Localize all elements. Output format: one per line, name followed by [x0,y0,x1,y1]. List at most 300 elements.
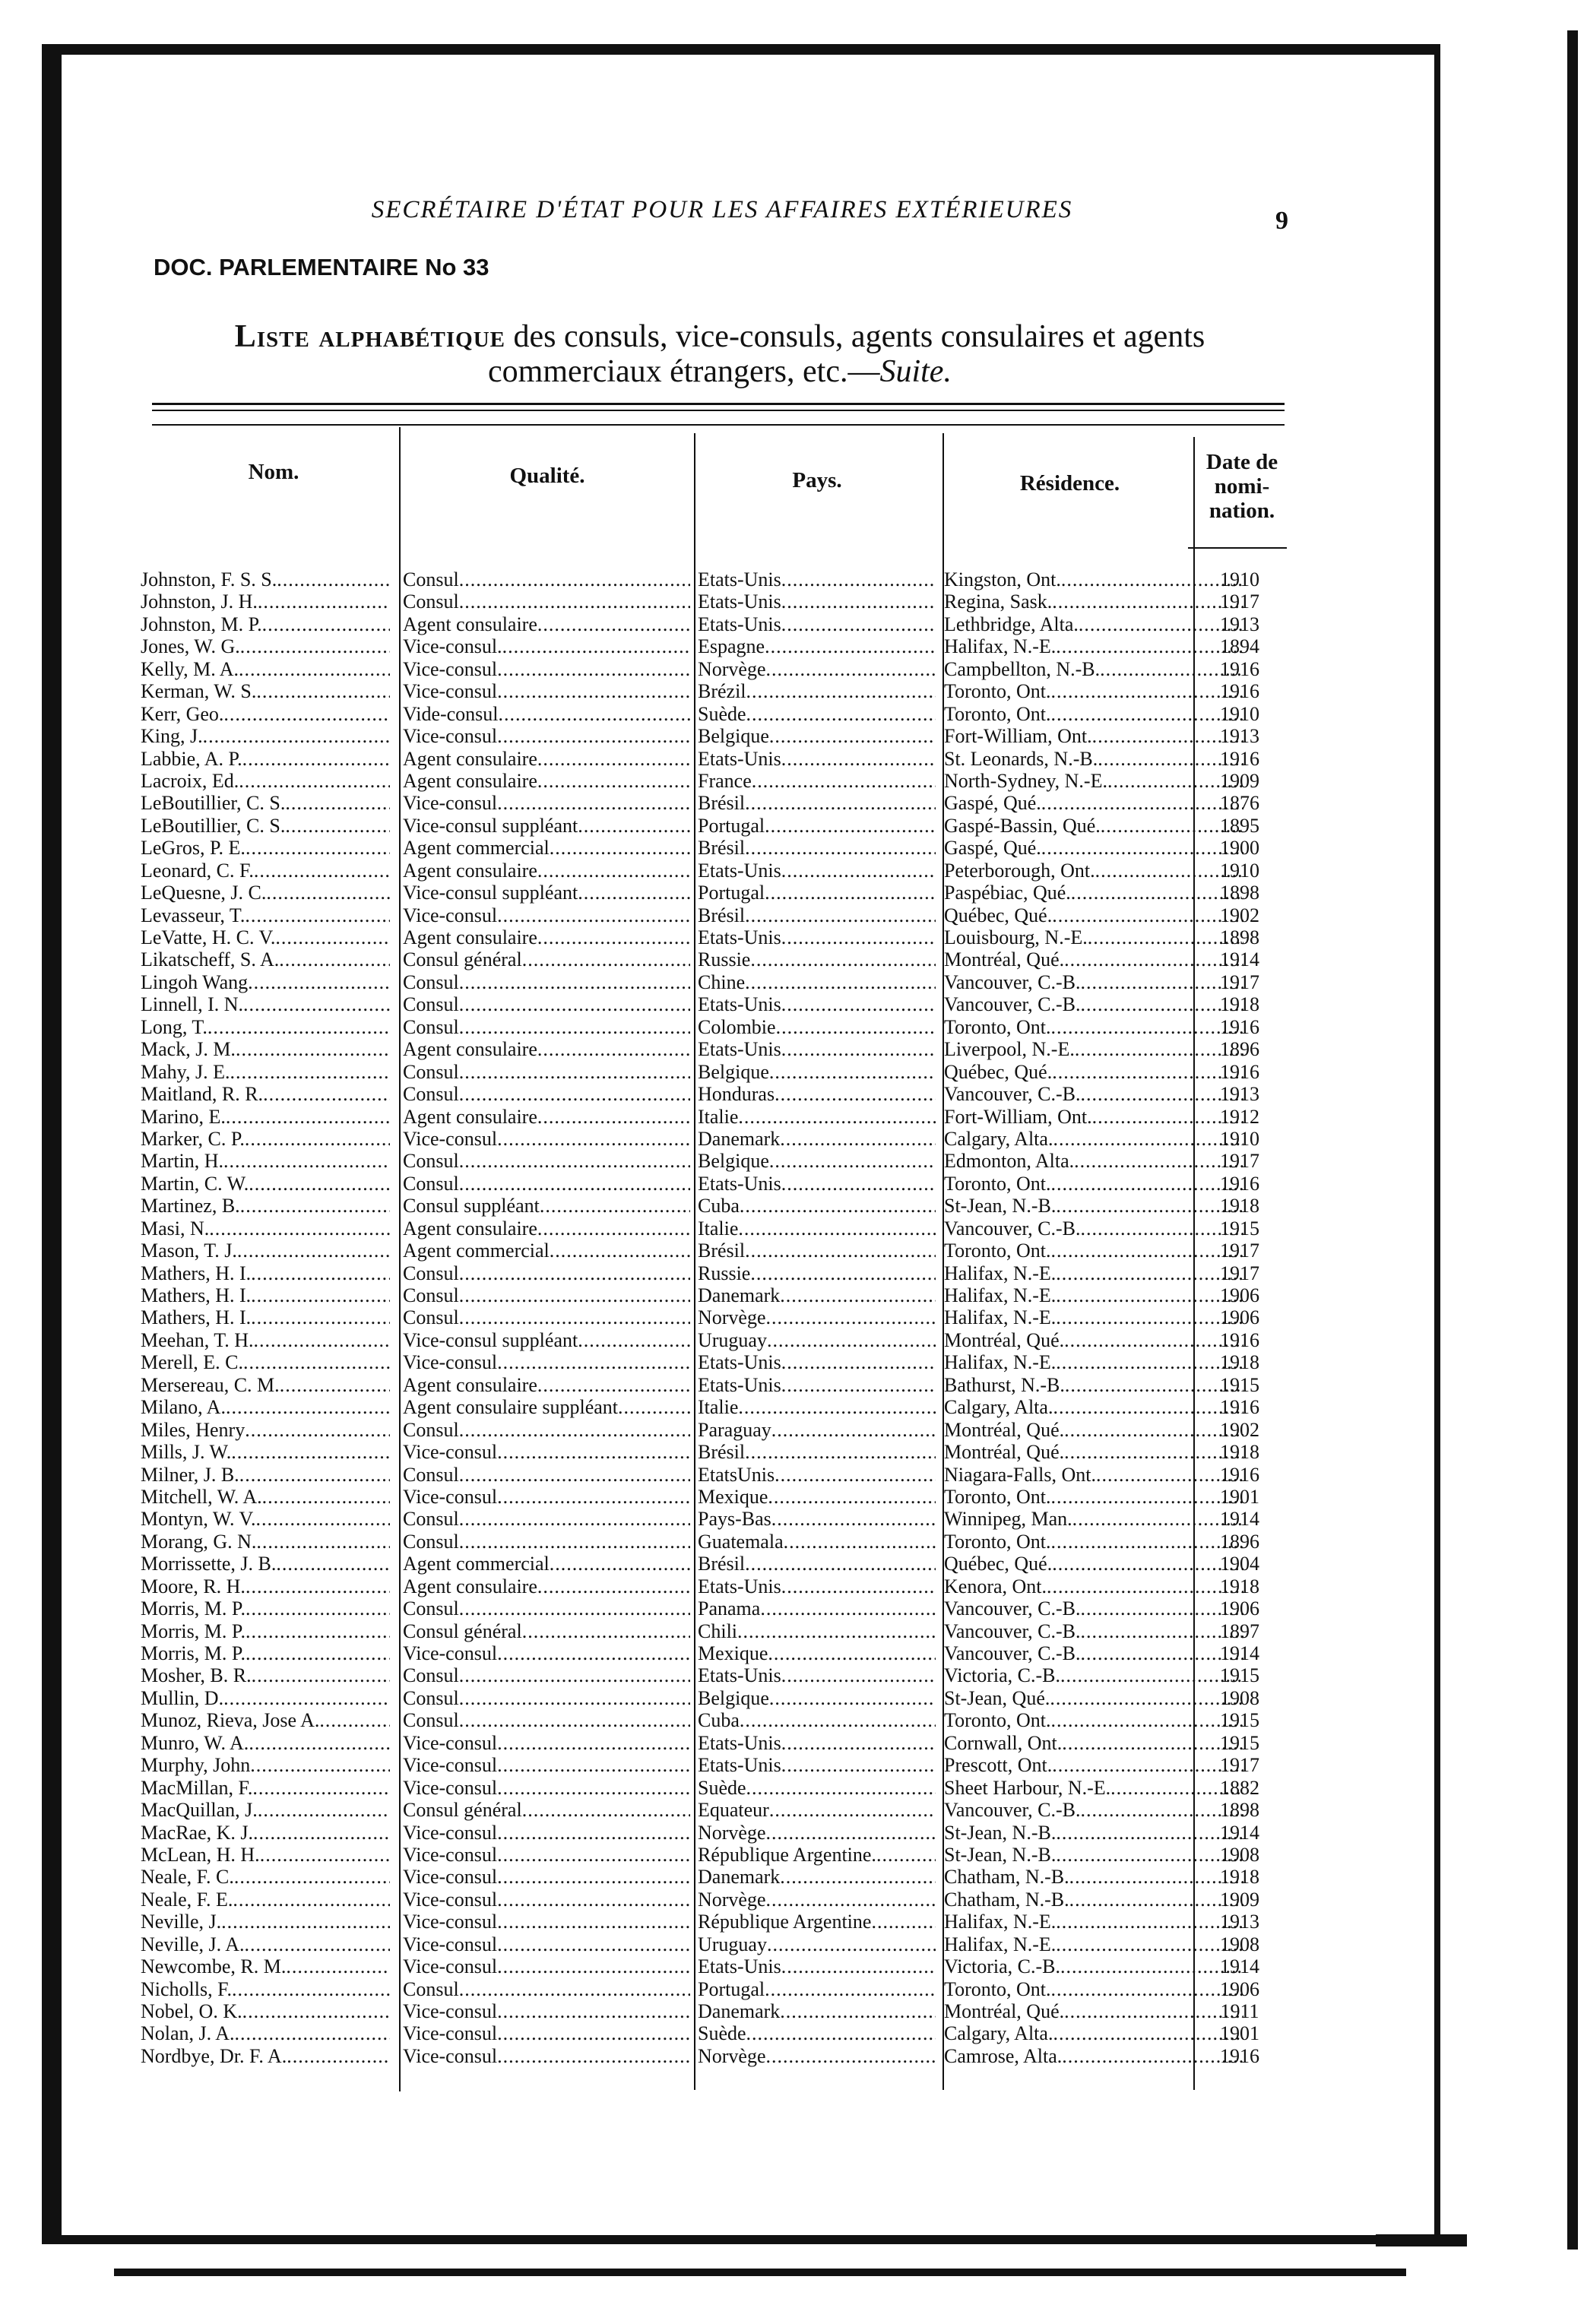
cell-date-text: 1902 [1220,904,1259,926]
cell-pays-text: Uruguay ..... [698,1933,936,1955]
cell-qualite-text: Consul ..... [403,568,690,590]
cell-nom [141,1396,390,1418]
table-row [141,1709,1281,1731]
cell-pays [698,1866,936,1888]
cell-nom [141,1486,390,1508]
cell-pays-text: Etats-Unis ..... [698,1732,936,1754]
cell-nom [141,1306,390,1328]
cell-qualite-text: Vice-consul suppléant ..... [403,815,690,837]
cell-date [1190,904,1290,926]
cell-pays [698,1173,936,1195]
cell-nom [141,770,390,792]
cell-qualite-text: Consul général ..... [403,948,690,970]
cell-date-text: 1915 [1220,1664,1259,1687]
cell-nom-text: Morang, G. N. ..... [141,1531,390,1553]
cell-residence-text: Gaspé, Qué. ..... [944,837,1243,859]
cell-pays-text: Etats-Unis ..... [698,613,936,635]
table-row [141,748,1281,770]
cell-nom [141,1106,390,1128]
cell-date [1190,882,1290,904]
cell-nom-text: Leonard, C. F. ..... [141,860,390,882]
cell-pays-text: Danemark ..... [698,1128,936,1150]
cell-date-text: 1916 [1220,2044,1259,2067]
cell-date [1190,1933,1290,1955]
cell-pays-text: Cuba ..... [698,1195,936,1217]
cell-residence-text: Toronto, Ont. ..... [944,703,1243,725]
cell-qualite-text: Vice-consul ..... [403,1866,690,1888]
cell-residence-text: Calgary, Alta. ..... [944,1396,1243,1418]
cell-date-text: 1913 [1220,613,1259,635]
table-row [141,2045,1281,2067]
cell-pays [698,1262,936,1284]
table-row [141,1933,1281,1955]
cell-pays-text: Pays-Bas ..... [698,1508,936,1530]
cell-pays-text: Chili ..... [698,1620,936,1642]
cell-residence-text: Toronto, Ont. ..... [944,680,1243,702]
cell-nom-text: MacMillan, F. ..... [141,1777,390,1799]
cell-pays-text: Brésil ..... [698,1441,936,1463]
cell-pays [698,1597,936,1620]
cell-nom [141,1866,390,1888]
cell-qualite [403,568,690,590]
scan-edge [1567,30,1578,2250]
list-title [150,319,1289,389]
cell-date [1190,1016,1290,1038]
table-row [141,1889,1281,1911]
cell-qualite-text: Consul ..... [403,993,690,1015]
cell-nom [141,1732,390,1754]
cell-nom-text: Mills, J. W. ..... [141,1441,390,1463]
cell-pays-text: Uruguay ..... [698,1329,936,1351]
table-row [141,1329,1281,1351]
cell-nom [141,590,390,613]
cell-pays [698,1061,936,1083]
cell-residence-text: Vancouver, C.-B. ..... [944,1083,1243,1105]
cell-nom [141,635,390,657]
cell-pays-text: Brésil ..... [698,837,936,859]
table-row [141,1240,1281,1262]
cell-nom-text: MacRae, K. J. ..... [141,1822,390,1844]
cell-residence-text: Halifax, N.-E. ..... [944,1351,1243,1373]
cell-nom-text: Morris, M. P. ..... [141,1620,390,1642]
cell-pays-text: Belgique ..... [698,1150,936,1172]
cell-qualite [403,1620,690,1642]
cell-pays [698,1217,936,1240]
cell-residence-text: Sheet Harbour, N.-E. ..... [944,1777,1243,1799]
cell-residence-text: Kingston, Ont. ..... [944,568,1243,590]
cell-date-text: 1910 [1220,568,1259,590]
cell-nom [141,1441,390,1463]
cell-nom-text: Kelly, M. A. ..... [141,658,390,680]
cell-pays [698,1396,936,1418]
cell-pays-text: Mexique ..... [698,1486,936,1508]
cell-qualite [403,1777,690,1799]
cell-nom-text: Labbie, A. P. ..... [141,748,390,770]
table-row [141,1531,1281,1553]
cell-pays-text: Etats-Unis ..... [698,1374,936,1396]
table-row [141,1306,1281,1328]
cell-nom [141,1844,390,1866]
cell-date-text: 1916 [1220,747,1259,770]
cell-nom-text: Long, T. ..... [141,1016,390,1038]
cell-pays [698,1464,936,1486]
cell-date-text: 1914 [1220,1955,1259,1978]
cell-qualite [403,1195,690,1217]
cell-qualite-text: Consul ..... [403,1083,690,1105]
cell-date [1190,568,1290,590]
cell-residence-text: Halifax, N.-E. ..... [944,1933,1243,1955]
cell-qualite [403,1754,690,1776]
cell-date-text: 1909 [1220,769,1259,792]
cell-date-text: 1918 [1220,993,1259,1016]
cell-residence-text: Edmonton, Alta. ..... [944,1150,1243,1172]
cell-date [1190,1508,1290,1530]
cell-pays [698,1329,936,1351]
cell-nom [141,1575,390,1597]
cell-qualite [403,1597,690,1620]
cell-date [1190,860,1290,882]
cell-pays [698,1195,936,1217]
cell-qualite [403,590,690,613]
cell-date-text: 1918 [1220,1441,1259,1464]
cell-date [1190,948,1290,970]
cell-nom [141,658,390,680]
cell-date [1190,1597,1290,1620]
table-row [141,1464,1281,1486]
cell-qualite [403,680,690,702]
cell-qualite [403,1464,690,1486]
cell-date [1190,1351,1290,1373]
cell-nom [141,1038,390,1060]
cell-residence-text: Fort-William, Ont. ..... [944,1106,1243,1128]
cell-nom-text: Martinez, B. ..... [141,1195,390,1217]
cell-residence-text: Gaspé, Qué. ..... [944,792,1243,814]
cell-qualite-text: Consul ..... [403,1531,690,1553]
cell-nom [141,948,390,970]
cell-date [1190,703,1290,725]
column-header-date-text: Date de nomi-nation. [1205,450,1278,523]
cell-date-text: 1914 [1220,948,1259,971]
cell-date-text: 1906 [1220,1284,1259,1306]
cell-qualite [403,993,690,1015]
cell-pays [698,1531,936,1553]
cell-nom-text: Martin, C. W. ..... [141,1173,390,1195]
cell-nom [141,837,390,859]
cell-pays [698,568,936,590]
cell-nom [141,680,390,702]
cell-residence-text: North-Sydney, N.-E. ..... [944,770,1243,792]
list-title-suite: Suite. [879,354,952,389]
cell-nom-text: Johnston, J. H. ..... [141,590,390,613]
table-row [141,703,1281,725]
cell-date-text: 1914 [1220,1642,1259,1664]
table-row [141,993,1281,1015]
cell-nom [141,568,390,590]
cell-qualite-text: Vice-consul ..... [403,1889,690,1911]
cell-pays-text: Suède ..... [698,703,936,725]
table-row [141,590,1281,613]
cell-pays [698,658,936,680]
cell-date-text: 1918 [1220,1575,1259,1597]
cell-pays-text: Etats-Unis ..... [698,1575,936,1597]
cell-date [1190,1799,1290,1821]
cell-date-text: 1895 [1220,814,1259,837]
cell-qualite-text: Consul ..... [403,1464,690,1486]
cell-qualite-text: Vice-consul. ..... [403,635,690,657]
table-row [141,680,1281,702]
cell-date-text: 1902 [1220,1418,1259,1441]
cell-date-text: 1894 [1220,635,1259,658]
cell-nom-text: Merell, E. C. ..... [141,1351,390,1373]
cell-residence-text: Halifax, N.-E. ..... [944,1262,1243,1284]
cell-pays [698,1441,936,1463]
cell-nom-text: Neville, J. ..... [141,1911,390,1933]
cell-date-text: 1915 [1220,1217,1259,1240]
cell-residence-text: Camrose, Alta. ..... [944,2045,1243,2067]
cell-qualite [403,1374,690,1396]
cell-date [1190,815,1290,837]
cell-pays-text: Danemark ..... [698,1284,936,1306]
cell-qualite [403,1978,690,2000]
cell-pays-text: Honduras ..... [698,1083,936,1105]
cell-qualite [403,635,690,657]
cell-nom-text: Neville, J. A. ..... [141,1933,390,1955]
cell-nom-text: Neale, F. C. ..... [141,1866,390,1888]
column-header-qualite: Qualité. [509,464,585,488]
cell-qualite-text: Vice-consul ..... [403,2000,690,2022]
cell-pays [698,948,936,970]
cell-nom [141,2022,390,2044]
cell-qualite-text: Agent consulaire ..... [403,1038,690,1060]
cell-qualite-text: Consul général ..... [403,1620,690,1642]
cell-pays [698,1128,936,1150]
cell-pays [698,993,936,1015]
cell-qualite-text: Consul ..... [403,1306,690,1328]
cell-pays-text: Etats-Unis ..... [698,993,936,1015]
cell-residence-text: Montréal, Qué. ..... [944,1419,1243,1441]
cell-pays [698,860,936,882]
cell-nom-text: Mack, J. M. ..... [141,1038,390,1060]
cell-pays-text: Etats-Unis ..... [698,1955,936,1977]
cell-pays [698,1799,936,1821]
table-row [141,613,1281,635]
cell-nom-text: Neale, F. E. ..... [141,1889,390,1911]
cell-qualite-text: Agent commercial ..... [403,1553,690,1575]
list-title-lead: Liste alphabétique [234,319,505,354]
cell-qualite-text: Vice-consul ..... [403,792,690,814]
cell-qualite-text: Consul ..... [403,1150,690,1172]
cell-nom [141,1262,390,1284]
cell-pays [698,1374,936,1396]
table-row [141,792,1281,814]
cell-nom [141,1061,390,1083]
cell-date [1190,770,1290,792]
cell-residence-text: Toronto, Ont. ..... [944,1173,1243,1195]
cell-pays [698,1732,936,1754]
cell-nom [141,2045,390,2067]
table-row [141,2000,1281,2022]
cell-nom-text: Morris, M. P. ..... [141,1642,390,1664]
cell-nom-text: Mosher, B. R. ..... [141,1664,390,1686]
cell-residence-text: Toronto, Ont. ..... [944,1709,1243,1731]
cell-pays-text: Belgique ..... [698,725,936,747]
cell-nom-text: LeBoutillier, C. S. ..... [141,815,390,837]
cell-date [1190,725,1290,747]
cell-qualite [403,971,690,993]
cell-pays [698,1709,936,1731]
cell-residence-text: Liverpool, N.-E. ..... [944,1038,1243,1060]
cell-date [1190,1620,1290,1642]
cell-pays [698,1240,936,1262]
cell-pays-text: Brésil ..... [698,904,936,926]
cell-pays [698,1911,936,1933]
cell-nom [141,1531,390,1553]
table-row [141,1083,1281,1105]
cell-qualite-text: Consul ..... [403,590,690,613]
cell-nom-text: Linnell, I. N. ..... [141,993,390,1015]
cell-nom [141,1240,390,1262]
cell-pays [698,1664,936,1686]
table-row [141,658,1281,680]
cell-qualite-text: Agent consulaire suppléant ..... [403,1396,690,1418]
cell-nom-text: Kerman, W. S. ..... [141,680,390,702]
cell-qualite-text: Consul ..... [403,1061,690,1083]
cell-residence-text: Toronto, Ont. ..... [944,1240,1243,1262]
cell-nom-text: LeQuesne, J. C. ..... [141,882,390,904]
cell-qualite [403,1240,690,1262]
table-row [141,1128,1281,1150]
cell-residence-text: Victoria, C.-B. ..... [944,1664,1243,1686]
cell-qualite-text: Consul ..... [403,1664,690,1686]
cell-nom-text: Murphy, John ..... [141,1754,390,1776]
cell-nom [141,1419,390,1441]
cell-nom [141,882,390,904]
cell-pays [698,1284,936,1306]
cell-nom-text: LeBoutillier, C. S. ..... [141,792,390,814]
cell-pays-text: Norvège ..... [698,2045,936,2067]
cell-date [1190,1822,1290,1844]
table-row [141,860,1281,882]
cell-residence-text: Calgary, Alta. ..... [944,2022,1243,2044]
cell-date-text: 1916 [1220,1463,1259,1486]
cell-residence-text: Halifax, N.-E. ..... [944,1284,1243,1306]
cell-nom-text: LeVatte, H. C. V. ..... [141,926,390,948]
cell-date-text: 1898 [1220,926,1259,948]
cell-pays-text: Danemark ..... [698,1866,936,1888]
cell-qualite [403,1329,690,1351]
cell-date [1190,1083,1290,1105]
cell-nom [141,613,390,635]
cell-nom [141,904,390,926]
cell-nom-text: MacQuillan, J. ..... [141,1799,390,1821]
cell-residence-text: Toronto, Ont. ..... [944,1016,1243,1038]
cell-date-text: 1916 [1220,1015,1259,1038]
doc-reference: DOC. PARLEMENTAIRE No 33 [154,254,489,280]
cell-qualite [403,1575,690,1597]
cell-nom-text: Mason, T. J. ..... [141,1240,390,1262]
cell-nom-text: Meehan, T. H. ..... [141,1329,390,1351]
cell-qualite [403,2000,690,2022]
cell-date-text: 1901 [1220,1485,1259,1508]
cell-nom [141,1284,390,1306]
table-row [141,1620,1281,1642]
cell-residence-text: Paspébiac, Qué. ..... [944,882,1243,904]
cell-pays [698,1351,936,1373]
cell-nom-text: Kerr, Geo. ..... [141,703,390,725]
cell-residence-text: Vancouver, C.-B. ..... [944,1597,1243,1620]
cell-pays-text: Norvège ..... [698,1822,936,1844]
cell-date-text: 1917 [1220,1262,1259,1284]
cell-qualite-text: Consul suppléant ..... [403,1195,690,1217]
cell-pays [698,635,936,657]
cell-qualite [403,1217,690,1240]
cell-nom [141,2000,390,2022]
cell-residence-text: Québec, Qué. ..... [944,1061,1243,1083]
cell-date-text: 1915 [1220,1373,1259,1396]
table-row [141,971,1281,993]
cell-residence-text: Toronto, Ont. ..... [944,1531,1243,1553]
cell-nom-text: Miles, Henry ..... [141,1419,390,1441]
table-row [141,1754,1281,1776]
cell-nom [141,1933,390,1955]
cell-pays [698,1777,936,1799]
cell-date-text: 1912 [1220,1105,1259,1128]
cell-date-text: 1910 [1220,702,1259,725]
cell-nom [141,1150,390,1172]
table-row [141,1575,1281,1597]
cell-pays [698,1419,936,1441]
cell-nom [141,1978,390,2000]
cell-nom [141,1687,390,1709]
table-row [141,2022,1281,2044]
cell-pays-text: Etats-Unis ..... [698,926,936,948]
cell-nom [141,1597,390,1620]
cell-qualite [403,1173,690,1195]
cell-pays [698,1508,936,1530]
cell-qualite-text: Vice-consul ..... [403,1933,690,1955]
cell-nom-text: Mersereau, C. M. ..... [141,1374,390,1396]
cell-qualite [403,1306,690,1328]
cell-qualite-text: Agent consulaire ..... [403,1374,690,1396]
title-rule [152,403,1285,411]
table-row [141,1955,1281,1977]
cell-nom-text: Martin, H. ..... [141,1150,390,1172]
cell-nom-text: Montyn, W. V. ..... [141,1508,390,1530]
cell-residence-text: Niagara-Falls, Ont. ..... [944,1464,1243,1486]
cell-qualite-text: Agent consulaire ..... [403,1106,690,1128]
cell-date [1190,1150,1290,1172]
cell-residence-text: Toronto, Ont. ..... [944,1486,1243,1508]
table-row [141,1553,1281,1575]
cell-date [1190,1128,1290,1150]
cell-residence-text: Victoria, C.-B. ..... [944,1955,1243,1977]
table-row [141,1195,1281,1217]
cell-nom [141,1889,390,1911]
cell-pays-text: Etats-Unis ..... [698,1173,936,1195]
cell-date [1190,635,1290,657]
cell-nom-text: Johnston, F. S. S. ..... [141,568,390,590]
cell-pays-text: Italie ..... [698,1217,936,1240]
cell-pays-text: Paraguay ..... [698,1419,936,1441]
cell-qualite [403,1351,690,1373]
cell-date [1190,613,1290,635]
cell-nom [141,1374,390,1396]
cell-nom [141,1553,390,1575]
cell-qualite [403,1531,690,1553]
running-head: SECRÉTAIRE D'ÉTAT POUR LES AFFAIRES EXTÉRIEURES [371,196,1073,223]
cell-date [1190,837,1290,859]
cell-nom [141,815,390,837]
